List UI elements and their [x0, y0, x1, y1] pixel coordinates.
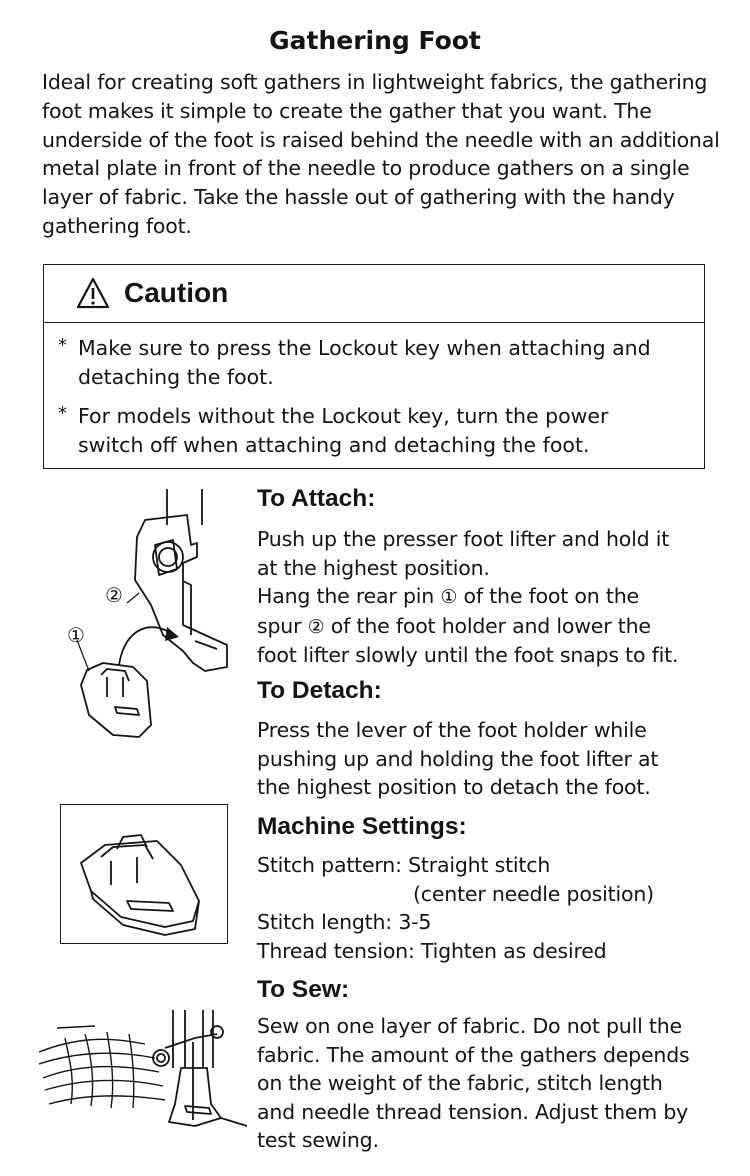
attach-line-text: spur [257, 613, 308, 638]
marker-spur: ② [307, 615, 325, 638]
caution-note [58, 334, 678, 391]
detach-text: Press the lever of the foot holder while pushing up and holding the foot lifter at the highest position to detach the foot. [257, 718, 659, 799]
sew-text: Sew on one layer of fabric. Do not pull the fabric. The amount of the gathers depends on the weight of the fabric, stitch length and needle thread tension. Adjust them by test sewing. [257, 1014, 690, 1152]
caution-header [44, 265, 704, 323]
attach-line-text: of the foot holder and lower the [324, 613, 651, 638]
caution-box [43, 264, 705, 469]
marker-spur: ② [105, 583, 123, 607]
stitch-length: Stitch length: 3-5 [257, 910, 432, 934]
attach-heading: To Attach: [257, 485, 376, 512]
thread-tension: Thread tension: Tighten as desired [257, 938, 607, 963]
detach-heading: To Detach: [257, 677, 382, 704]
warning-triangle-icon [76, 277, 110, 309]
asterisk-bullet: * [58, 403, 67, 424]
sewing-illustration [35, 1008, 250, 1133]
attach-foot-illustration [55, 485, 235, 755]
attach-line-text: of the foot on the [457, 584, 639, 608]
attach-line: Push up the presser foot lifter and hold it [257, 527, 670, 551]
settings-heading: Machine Settings: [257, 813, 467, 840]
settings-text [257, 851, 737, 965]
caution-note [58, 402, 678, 459]
stitch-pattern-note: (center needle position) [413, 881, 654, 906]
attach-line [257, 582, 737, 612]
caution-title: Caution [124, 277, 229, 308]
attach-line-text: Hang the rear pin [257, 584, 441, 608]
intro-paragraph: Ideal for creating soft gathers in lightweight fabrics, the gathering foot makes it simple to create the gather that you want. The underside of the foot is raised behind the needle with an additional metal plate in front of the needle to produce gathers on a single layer of fabric. Take the hassle out of gathering with the handy gathering foot. [42, 70, 720, 238]
attach-line [257, 612, 737, 642]
caution-note-text: For models without the Lockout key, turn the power switch off when attaching and detaching the foot. [78, 404, 609, 457]
foot-figure-box [60, 804, 228, 944]
page-title: Gathering Foot [269, 26, 481, 55]
attach-line: at the highest position. [257, 555, 490, 580]
asterisk-bullet: * [58, 335, 67, 356]
stitch-pattern: Stitch pattern: Straight stitch [257, 853, 551, 877]
marker-rear-pin: ① [440, 586, 458, 608]
sew-heading: To Sew: [257, 976, 350, 1003]
caution-note-text: Make sure to press the Lockout key when attaching and detaching the foot. [78, 336, 651, 389]
gathering-foot-illustration [61, 805, 225, 941]
marker-rear-pin: ① [67, 623, 85, 647]
attach-line: foot lifter slowly until the foot snaps to fit. [257, 643, 679, 667]
attach-text [257, 525, 737, 670]
